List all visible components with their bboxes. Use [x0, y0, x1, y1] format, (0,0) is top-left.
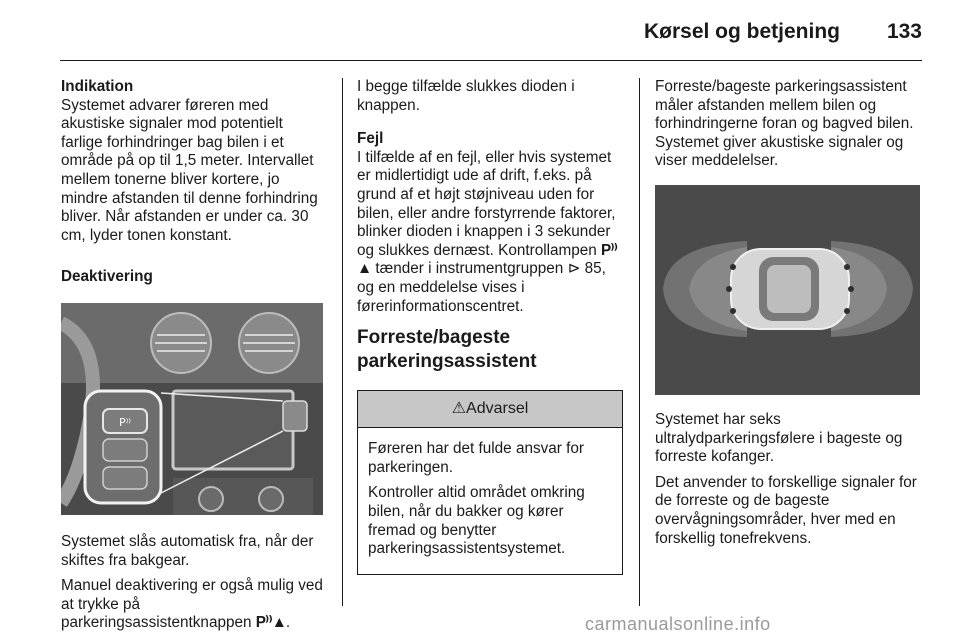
warning-text-2: Kontroller altid området omkring bilen, når du bakker og kører fremad og benytter parkeringsassistentsystemet.	[368, 484, 585, 558]
fejl-heading: Fejl	[357, 130, 384, 148]
parking-sensor-diagram	[655, 185, 920, 395]
watermark: carmanualsonline.info	[585, 614, 771, 634]
front-rear-intro-text: Forreste/bageste parkeringsassistent måler afstanden mellem bilen og forhindringerne foran og bagved bilen. Systemet giver akustiske signaler og viser meddelelser.	[655, 78, 914, 170]
page-reference[interactable]: 85	[584, 260, 602, 278]
auto-deactivation-text: Systemet slås automatisk fra, når der skiftes fra bakgear.	[61, 532, 314, 569]
deaktivering-heading: Deaktivering	[61, 268, 153, 286]
column-3	[655, 78, 919, 555]
page-header-title: Kørsel og betjening	[643, 20, 840, 43]
section-heading: Forreste/bageste parkeringsassistent	[357, 327, 537, 373]
two-signals-text: Det anvender to forskellige signaler for de forreste og de bageste overvågningsområder, hver med en forskellig tonefrekvens.	[655, 473, 917, 547]
dashboard-illustration	[61, 303, 323, 515]
fejl-text: I tilfælde af en fejl, eller hvis systemet er midlertidigt ude af drift, f.eks. på grund af et højt støjniveau uden for bilen, eller andre forstyrrende faktorer, blinker dioden i knappen i 3 sekunder og slukkes dernæst. Kontrollampen P⁾⁾▲ tænder i instrumentgruppen ⊳ 85, og en meddelelse vises i førerinformationscentret.	[357, 148, 618, 315]
column-divider-1	[342, 78, 343, 606]
column-1	[61, 78, 327, 640]
warning-body	[358, 428, 622, 574]
indikation-heading: Indikation	[61, 78, 134, 95]
cross-reference-icon: ⊳	[567, 260, 581, 278]
warning-icon: ⚠	[451, 399, 467, 417]
parking-assist-symbol: P⁾⁾▲	[255, 614, 286, 632]
indikation-text: Systemet advarer føreren med akustiske signaler mod potentielt farlige forhindringer bag bilen i et område på op til 1,5 meter. Intervallet mellem tonerne bliver kortere, jo mindre afstanden til denne forhindring bliver. Når afstanden er under ca. 30 cm, lyder tonen konstant.	[61, 96, 318, 244]
warning-title: Advarsel	[466, 399, 529, 417]
header-rule	[60, 60, 922, 61]
dashboard-figure	[61, 303, 323, 515]
sensor-zones-figure	[655, 185, 920, 395]
parking-assist-symbol: P⁾⁾▲	[357, 241, 618, 278]
warning-header	[358, 391, 622, 428]
six-sensors-text: Systemet har seks ultralydparkeringsfølere i bageste og forreste kofanger.	[655, 410, 903, 466]
column-2	[357, 78, 623, 575]
manual-deactivation-text: Manuel deaktivering er også mulig ved at trykke på parkeringsassistentknappen P⁾⁾▲.	[61, 577, 323, 632]
warning-box	[357, 390, 623, 575]
svg-text:P⁾⁾: P⁾⁾	[118, 415, 132, 429]
warning-text-1: Føreren har det fulde ansvar for parkeringen.	[368, 440, 584, 476]
both-cases-text: I begge tilfælde slukkes dioden i knappen.	[357, 78, 575, 114]
column-divider-2	[639, 78, 640, 606]
page-number: 133	[886, 20, 922, 43]
